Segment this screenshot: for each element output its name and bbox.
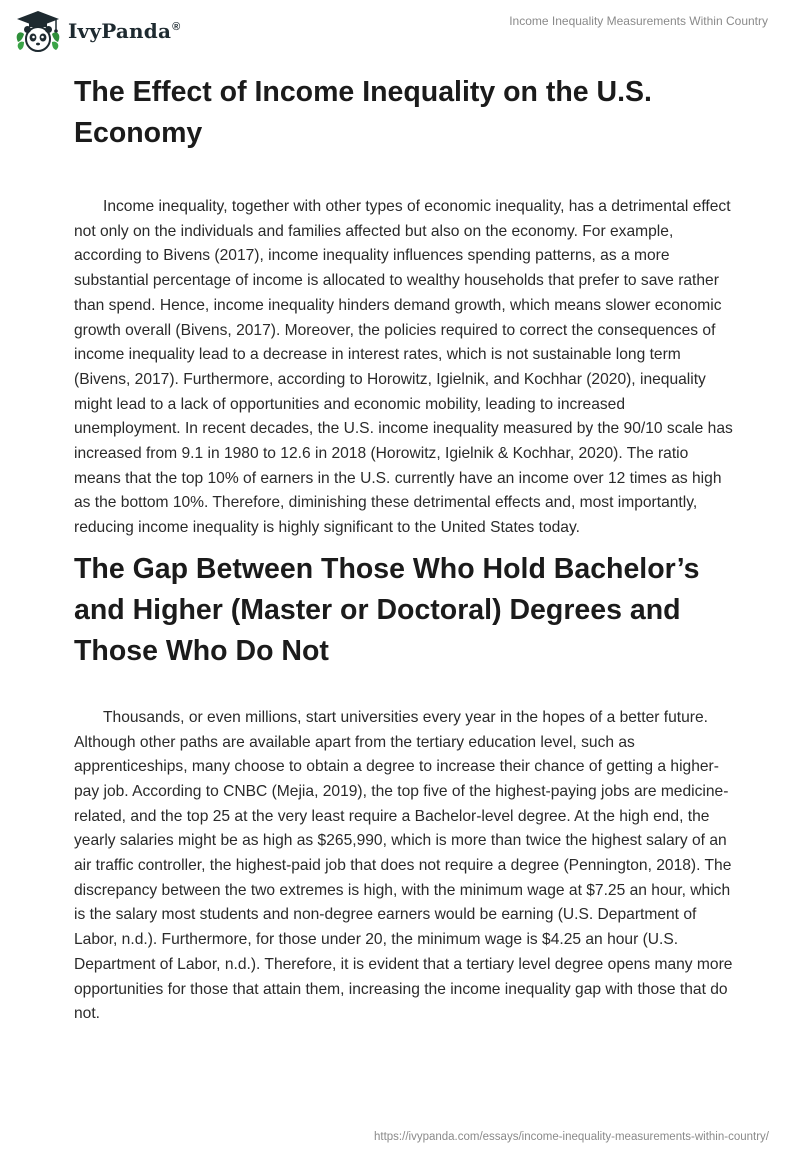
- page-header: [0, 0, 800, 60]
- essay-body: [74, 72, 734, 1027]
- logo-wordmark: [68, 19, 180, 43]
- source-url-link[interactable]: https://ivypanda.com/essays/income-inequality-measurements-within-country/: [374, 1131, 769, 1143]
- panda-graduate-icon: [14, 8, 62, 54]
- registered-mark: ®: [172, 21, 181, 33]
- section-paragraph: Thousands, or even millions, start universities every year in the hopes of a better future. Although other paths are available apart from the tertiary education level, such as apprenticeships, many choose to obtain a degree to increase their chance of getting a higher-pay job. According to CNBC (Mejia, 2019), the top five of the highest-paying jobs are medicine-related, and the top 25 at the very least require a Bachelor-level degree. At the high end, the yearly salaries might be as high as $265,990, which is more than twice the highest salary of an air traffic controller, the highest-paid job that does not require a degree (Pennington, 2018). The discrepancy between the two extremes is high, with the minimum wage at $7.25 an hour, which is the salary most students and non-degree earners would be earning (U.S. Department of Labor, n.d.). Furthermore, for those under 20, the minimum wage is $4.25 an hour (U.S. Department of Labor, n.d.). Therefore, it is evident that a tertiary level degree opens many more opportunities for those that attain them, increasing the income inequality gap with those that do not.: [74, 708, 733, 1023]
- section-heading: The Effect of Income Inequality on the U.S. Economy: [74, 76, 652, 149]
- document-title: Income Inequality Measurements Within Country: [509, 14, 768, 28]
- section-paragraph: Income inequality, together with other types of economic inequality, has a detrimental effect not only on the individuals and families affected but also on the economy. For example, according to Bivens (2017), income inequality influences spending patterns, as a more substantial percentage of income is allocated to wealthy households that prefer to save rather than spend. Hence, income inequality hinders demand growth, which means slower economic growth overall (Bivens, 2017). Moreover, the policies required to correct the consequences of income inequality lead to a decrease in interest rates, which is not sustainable long term (Bivens, 2017). Furthermore, according to Horowitz, Igielnik, and Kochhar (2020), inequality might lead to a lack of opportunities and economic mobility, leading to increased unemployment. In recent decades, the U.S. income inequality measured by the 90/10 scale has increased from 9.1 in 1980 to 12.6 in 2018 (Horowitz, Igielnik & Kochhar, 2020). The ratio means that the top 10% of earners in the U.S. currently have an income over 12 times as high as the bottom 10%. Therefore, diminishing these detrimental effects and, most importantly, reducing income inequality is highly significant to the United States today.: [74, 198, 733, 537]
- section-heading: The Gap Between Those Who Hold Bachelor’s and Higher (Master or Doctoral) Degrees and Those Who Do Not: [74, 552, 700, 667]
- ivypanda-logo[interactable]: [14, 8, 180, 54]
- logo-name: IvyPanda: [68, 19, 172, 43]
